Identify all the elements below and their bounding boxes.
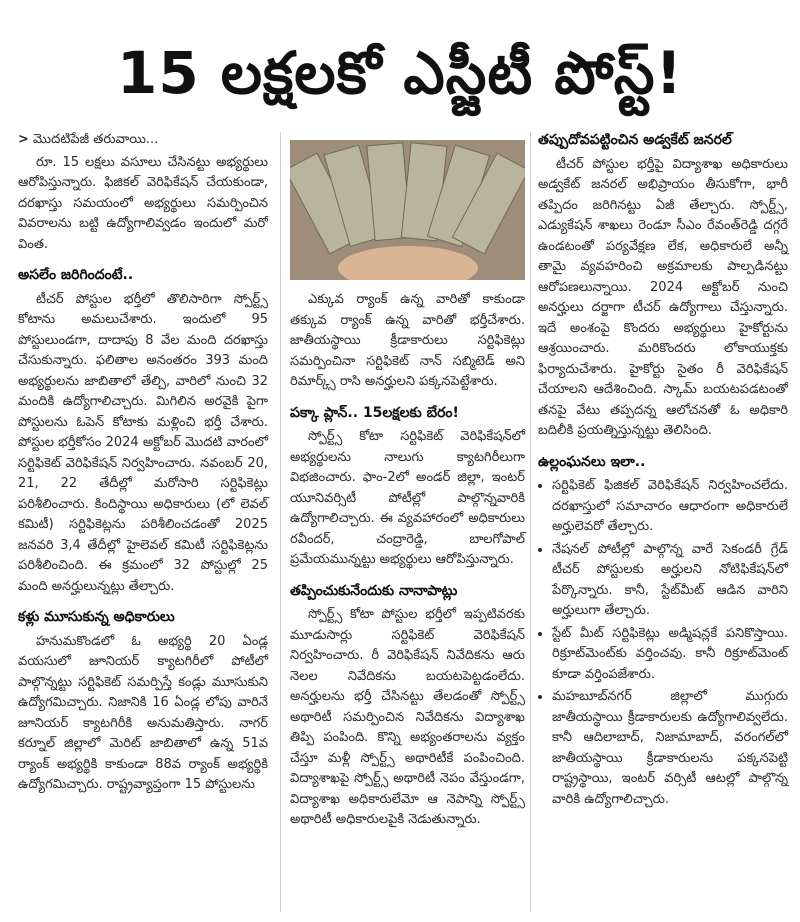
paragraph: టీచర్ పోస్టుల భర్తీపై విద్యాశాఖ అధికారులు అడ్వకేట్ జనరల్ అభిప్రాయం తీసుకోగా, భారీ తప్పిదం జరిగినట్టు ఏజీ తేల్చారు. స్పోర్ట్స్, ఎడ్యుకేషన్ శాఖలు రెండూ సీఎం రేవంత్‌రెడ్డి దగ్గరే ఉండటంతో పర్యవేక్షణ లేక, అధికారులే అన్నీ తామై వ్యవహరించి అక్రమాలకు పాల్పడినట్టు ఆరోపణలున్నాయి. 2024 అక్టోబర్ నుంచి అనర్హులు దర్జాగా టీచర్ ఉద్యోగాలు చేస్తున్నారు. ఇదే అంశంపై కొందరు అభ్యర్థులు హైకోర్టును ఆశ్రయించారు. మరికొందరు లోకాయుక్తకు ఫిర్యాదుచేశారు. హైకోర్టు సైతం రీ వెరిఫికేషన్ చేయాలని ఆదేశించింది. స్కామ్ బయటపడటంతో తనపై వేటు తప్పదన్న ఆలోచనతో ఓ అధికారి బదిలీకి ప్రయత్నిస్తున్నట్టు తెలిసింది. xyxy=(538,156,788,438)
paragraph: రూ. 15 లక్షలు వసూలు చేసినట్టు అభ్యర్థులు ఆరోపిస్తున్నారు. ఫిజికల్ వెరిఫికేషన్ చేయకుండా, దరఖాస్తు సమయంలో అభ్యర్థులు సమర్పించిన వివరాలను బట్టి ఉద్యోగాలివ్వడం ఇందులో మరో వింత. xyxy=(18,154,268,252)
paragraph: టీచర్ పోస్టుల భర్తీలో తొలిసారిగా స్పోర్ట్స్ కోటాను అమలుచేశారు. ఇందులో 95 పోస్టులుండగా, దాదాపు 8 వేల మంది దరఖాస్తు చేసుకున్నారు. ఫలితాల అనంతరం 393 మంది అభ్యర్థులను జాబితాలో తేల్చి, వారిలో నుంచి 32 మందికి ఉద్యోగాలిచ్చారు. మిగిలిన అరవైకి పైగా పోస్టులను ఓపెన్ కోటాకు మళ్లించి భర్తీ చేశారు. పోస్టుల భర్తీకోసం 2024 అక్టోబర్ మొదటి వారంలో సర్టిఫికెట్ వెరిఫికేషన్ నిర్వహించారు. నవంబర్ 20, 21, 22 తేదీల్లో మరోసారి సర్టిఫికెట్లు పరిశీలించారు. కిందిస్థాయి అధికారులు (లో లెవల్ కమిటీ) సర్టిఫికెట్లను పరిశీలించడంతో 2025 జనవరి 3,4 తేదీల్లో హైలెవల్ కమిటీ సర్టిఫికెట్లను పరిశీలించింది. ఈ క్రమంలో 32 పోస్టుల్లో 25 మంది అనర్హులున్నట్లు తేల్చారు. xyxy=(18,291,268,594)
list-item: • నేషనల్ పోటీల్లో పాల్గొన్న వారే సెకండరీ గ్రేడ్ టీచర్ పోస్టులకు అర్హులని నోటిఫికేషన్‌లో పేర్కొన్నారు. కానీ, స్టేట్‌మీట్ ఆడిన వారిని అర్హులుగా తేల్చారు. xyxy=(552,540,788,622)
subheading: తప్పుదోవపట్టించిన అడ్వకేట్ జనరల్ xyxy=(538,132,732,148)
list-item: • స్టేట్ మీట్ సర్టిఫికెట్లు అడ్మిషన్లకే పనికొస్తాయి. రిక్రూట్‌మెంట్‌కు వర్తించవు. కానీ రిక్రూట్‌మెంట్ కూడా వర్తింపజేశారు. xyxy=(552,624,788,686)
paragraph: స్పోర్ట్స్ కోటా సర్టిఫికెట్ వెరిఫికేషన్‌లో అభ్యర్థులను నాలుగు క్యాటగిరీలుగా విభజించారు. ఫాం-2లో అండర్ జిల్లా, ఇంటర్ యూనివర్సిటీ పోటీల్లో పాల్గొన్నవారికి ఉద్యోగాలిచ్చారు. ఈ వ్యవహారంలో అధికారులు రవీందర్, చంద్రారెడ్డి, బాలగోపాల్ ప్రమేయమున్నట్టు అభ్యర్థులు ఆరోపిస్తున్నారు. xyxy=(290,429,525,567)
paragraph: హనుమకొండలో ఓ అభ్యర్థి 20 ఏండ్ల వయసులో జూనియర్ క్యాటగిరీలో పోటీలో పాల్గొన్నట్టు సర్టిఫికెట్ సమర్పిస్తే కండ్లు మూసుకుని ఉద్యోగమిచ్చారు. నిజానికి 16 ఏండ్ల లోపు వారినే జూనియర్ క్యాటగిరీకి అనుమతిస్తారు. నాగర్ కర్నూల్ జిల్లాలో మెరిట్ జాబితాలో ఉన్న 51వ ర్యాంక్ అభ్యర్థికి కాకుండా 88వ ర్యాంక్ అభ్యర్థికి ఉద్యోగమిచ్చారు. రాష్ట్రవ్యాప్తంగా 15 పోస్టులను xyxy=(18,633,268,792)
continuation-text: మొదటిపేజీ తరువాయి... xyxy=(32,132,159,147)
column-divider xyxy=(280,132,281,912)
headline: 15 లక్షలకో ఎస్జీటీ పోస్ట్! xyxy=(117,39,683,107)
currency-notes-photo xyxy=(290,140,525,280)
continuation-note xyxy=(18,130,268,151)
column-2 xyxy=(290,140,525,831)
column-divider xyxy=(530,132,531,912)
subheading: తప్పించుకునేందుకు నానాపాట్లు xyxy=(290,582,458,599)
column-1 xyxy=(18,130,268,796)
currency-notes-illustration xyxy=(290,140,525,280)
chevron-right-icon: > xyxy=(18,132,29,147)
violations-list xyxy=(538,476,788,810)
paragraph: ఎక్కువ ర్యాంక్ ఉన్న వారితో కాకుండా తక్కువ ర్యాంక్ ఉన్న వారితో భర్తీచేశారు. జాతీయస్థాయి క్రీడాకారులు సర్టిఫికెట్లు సమర్పించినా సర్టిఫికెట్ నాన్ సబ్మిటెడ్ అని రిమార్క్స్ రాసి అనర్హులని పక్కనపెట్టేశారు. xyxy=(290,292,525,389)
subheading: ఉల్లంఘనలు ఇలా.. xyxy=(538,453,646,470)
list-item: • మహబూబ్‌నగర్ జిల్లాలో ముగ్గురు జాతీయస్థాయి క్రీడాకారులకు ఉద్యోగాలివ్వలేదు. కానీ ఆదిలాబాద్, నిజామాబాద్, వరంగల్‌లో జాతీయస్థాయి క్రీడాకారులను పక్కనపెట్టి రాష్ట్రస్థాయి, ఇంటర్ వర్సిటీ ఆటల్లో పాల్గొన్న వారికి ఉద్యోగాలిచ్చారు. xyxy=(552,687,788,810)
subheading: అసలేం జరిగిందంటే.. xyxy=(18,267,134,283)
subheading: కళ్లు మూసుకున్న అధికారులు xyxy=(18,609,175,625)
paragraph: స్పోర్ట్స్ కోటా పోస్టుల భర్తీలో ఇప్పటివరకు మూడుసార్లు సర్టిఫికెట్ వెరిఫికేషన్ నిర్వహించారు. రీ వెరిఫికేషన్ నివేదికను ఆరు నెలల నివేదికను బయటపెట్టడంలేదు. అనర్హులను భర్తీ చేసినట్టు తేలడంతో స్పోర్ట్స్ అథారిటీ సమర్పించిన నివేదికను విద్యాశాఖ తిప్పి పంపింది. కొన్ని అభ్యంతరాలను వ్యక్తం చేస్తూ మళ్లీ స్పోర్ట్స్ అథారిటీకే పంపించింది. విద్యాశాఖపై స్పోర్ట్స్ అథారిటీ నెపం వేస్తుండగా, విద్యాశాఖ అధికారులేమో ఆ నెపాన్ని స్పోర్ట్స్ అథారిటీ అధికారులపైకి నెడుతున్నారు. xyxy=(290,607,525,827)
column-3 xyxy=(538,130,788,812)
list-item: • సర్టిఫికెట్ ఫిజికల్ వెరిఫికేషన్ నిర్వహించలేదు. దరఖాస్తులో సమాచారం ఆధారంగా అధికారులే అర్హులెవరో తేల్చారు. xyxy=(552,476,788,538)
subheading: పక్కా ప్లాన్.. 15లక్షలకు బేరం! xyxy=(290,404,459,421)
